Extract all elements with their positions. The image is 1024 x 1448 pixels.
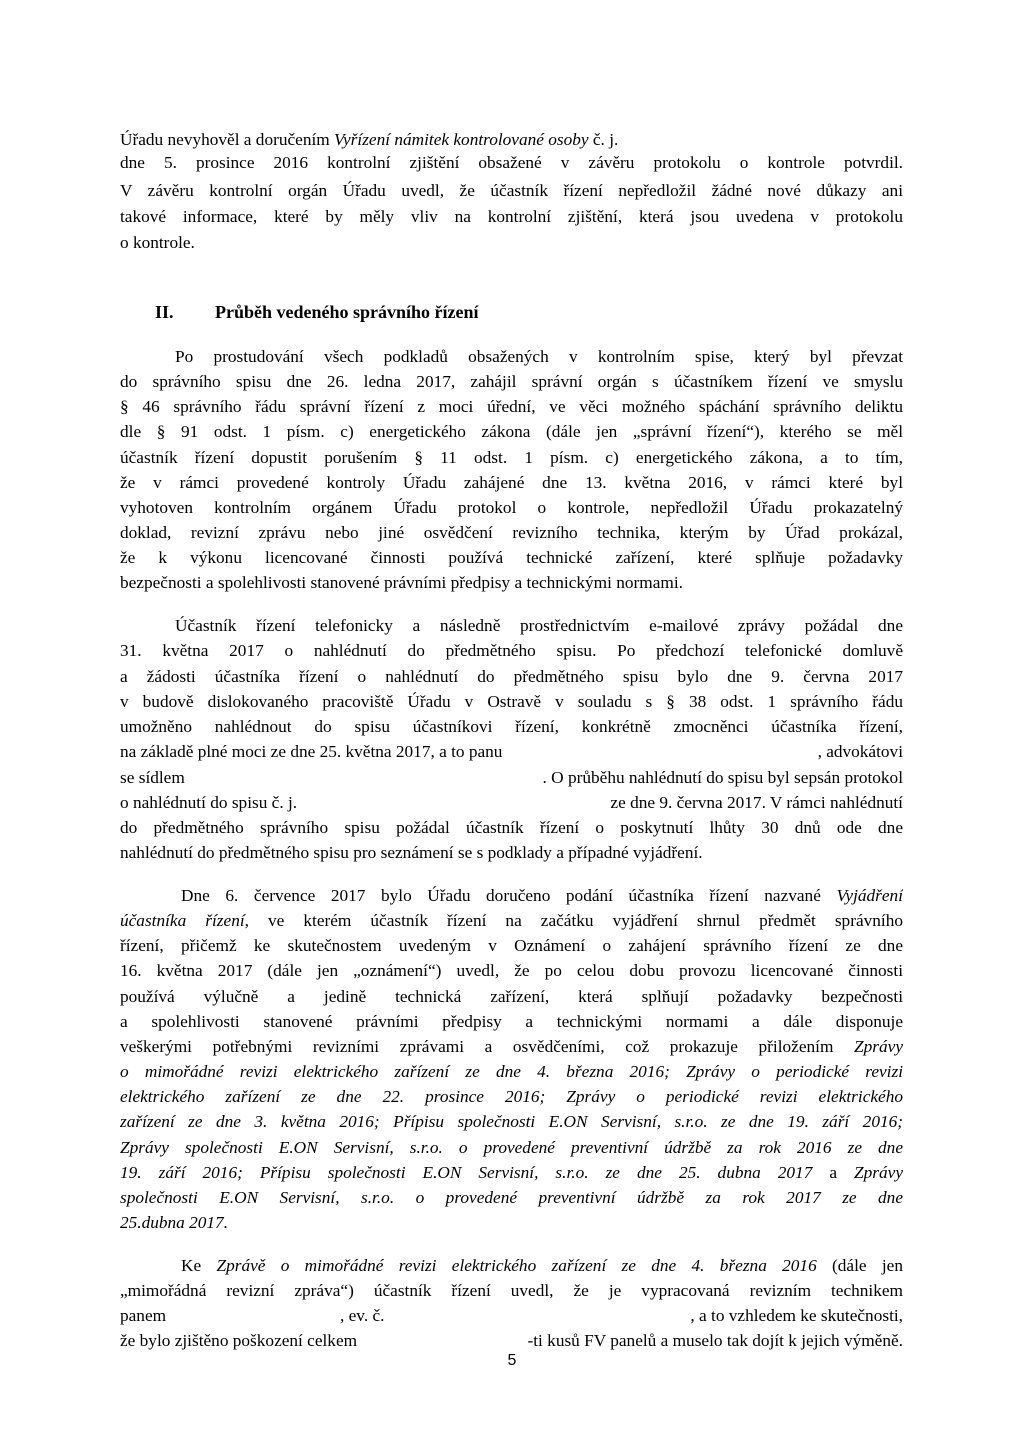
text-span: že bylo zjištěno poškození celkem (120, 1331, 358, 1350)
section-number: II. (155, 302, 174, 322)
text-span: , ev. č. (340, 1306, 385, 1325)
text-span: (dále jen (816, 1256, 903, 1275)
text-span: se sídlem (120, 768, 185, 787)
text-line: elektrického zařízení ze dne 22. prosince 2016; Zprávy o periodické revizi elektrického (120, 1087, 903, 1106)
text-line: používá výlučně a jedině technická zařízení, která splňují požadavky bezpečnosti (120, 987, 903, 1006)
text-line: o kontrole. (120, 233, 195, 252)
text-span: a (812, 1163, 855, 1182)
text-line: dle § 91 odst. 1 písm. c) energetického zákona (dále jen „správní řízení“), kterého se měl (120, 422, 903, 441)
text-line: 16. května 2017 (dále jen „oznámení“) uvedl, že po celou dobu provozu licencované činnosti (120, 961, 903, 980)
text-line: dne 5. prosince 2016 kontrolní zjištění obsažené v závěru protokolu o kontrole potvrdil. (120, 153, 903, 172)
text-line: řízení, přičemž ke skutečnostem uvedeným v Oznámení o zahájení správního řízení ze dne (120, 936, 903, 955)
text-line: Účastník řízení telefonicky a následně prostřednictvím e-mailové zprávy požádal dne (175, 616, 903, 635)
text-line: do předmětného správního spisu požádal účastník řízení o poskytnutí lhůty 30 dnů ode dne (120, 818, 903, 837)
italic-span: účastníka řízení, (120, 911, 249, 930)
text-span: , a to vzhledem ke skutečnosti, (690, 1306, 903, 1325)
text-span: Dne 6. července 2017 bylo Úřadu doručeno podání účastníka řízení nazvané (181, 886, 837, 905)
text-line (120, 766, 903, 790)
text-line (120, 128, 903, 152)
text-line: takové informace, které by měly vliv na kontrolní zjištění, která jsou uvedena v protokolu (120, 207, 903, 226)
italic-span: Zprávy (854, 1163, 903, 1182)
text-line: Po prostudování všech podkladů obsažených v kontrolním spise, který byl převzat (175, 347, 903, 366)
text-span: . O průběhu nahlédnutí do spisu byl sepsán protokol (542, 768, 903, 787)
text-line: o mimořádné revizi elektrického zařízení ze dne 4. března 2016; Zprávy o periodické revizi (120, 1062, 903, 1081)
text-line: zařízení ze dne 3. května 2016; Přípisu společnosti E.ON Servisní, s.r.o. ze dne 19. září 2016; (120, 1112, 903, 1131)
text-span: na základě plné moci ze dne 25. května 2017, a to panu (120, 742, 503, 761)
italic-span: Zprávě o mimořádné revizi elektrického zařízení ze dne 4. března 2016 (216, 1256, 817, 1275)
text-line (120, 909, 903, 933)
text-line (120, 1035, 903, 1059)
text-line: účastník řízení dopustit porušením § 11 odst. 1 písm. c) energetického zákona, a to tím, (120, 448, 903, 467)
text-line: společnosti E.ON Servisní, s.r.o. o provedené preventivní údržbě za rok 2017 ze dne (120, 1188, 903, 1207)
text-span: ze dne 9. června 2017. V rámci nahlédnutí (610, 793, 903, 812)
italic-span: Vyjádření (836, 886, 903, 905)
text-line: § 46 správního řádu správní řízení z moci úřední, ve věci možného spáchání správního deliktu (120, 397, 903, 416)
text-span: veškerými potřebnými revizními zprávami a osvědčeními, což prokazuje přiložením (120, 1037, 855, 1056)
text-span: o nahlédnutí do spisu č. j. (120, 793, 298, 812)
text-line: „mimořádná revizní zpráva“) účastník řízení uvedl, že je vypracovaná revizním technikem (120, 1281, 903, 1300)
italic-span: Zprávy (854, 1037, 903, 1056)
text-line: 31. května 2017 o nahlédnutí do předmětného spisu. Po předchozí telefonické domluvě (120, 641, 903, 660)
text-line (120, 791, 903, 815)
document-title-italic: Vyřízení námitek kontrolované osoby (334, 130, 589, 149)
section-title: Průběh vedeného správního řízení (215, 302, 479, 322)
text-span: ve kterém účastník řízení na začátku vyjádření shrnul předmět správního (248, 911, 903, 930)
text-line (120, 1329, 903, 1353)
text-span: panem (120, 1306, 167, 1325)
page-number: 5 (507, 1352, 517, 1369)
text-line (181, 1254, 903, 1278)
text-line: umožněno nahlédnout do spisu účastníkovi řízení, konkrétně zmocněnci účastníka řízení, (120, 717, 903, 736)
text-line: nahlédnutí do předmětného spisu pro seznámení se s podklady a případné vyjádření. (120, 843, 703, 862)
text-line: bezpečnosti a spolehlivosti stanovené právními předpisy a technickými normami. (120, 573, 683, 592)
text-line: Zprávy společnosti E.ON Servisní, s.r.o. o provedené preventivní údržbě za rok 2016 ze dne (120, 1138, 903, 1157)
text-span: Ke (181, 1256, 217, 1275)
text-line: v budově dislokovaného pracoviště Úřadu v Ostravě v souladu s § 38 odst. 1 správního řádu (120, 692, 903, 711)
text-line (181, 884, 903, 908)
text-line (120, 1161, 903, 1185)
text-line: 25.dubna 2017. (120, 1213, 229, 1232)
text-line (120, 740, 903, 764)
text-line: a žádosti účastníka řízení o nahlédnutí do předmětného spisu bylo dne 9. června 2017 (120, 667, 903, 686)
text-span: -ti kusů FV panelů a muselo tak dojít k jejich výměně. (527, 1331, 903, 1350)
text-line: a spolehlivosti stanovené právními předpisy a technickými normami a dále disponuje (120, 1012, 903, 1031)
text-span: č. j. (588, 130, 619, 149)
text-line: že v rámci provedené kontroly Úřadu zahájené dne 13. května 2016, v rámci které byl (120, 473, 903, 492)
text-line: V závěru kontrolní orgán Úřadu uvedl, že účastník řízení nepředložil žádné nové důkazy ani (120, 181, 903, 200)
text-line: do správního spisu dne 26. ledna 2017, zahájil správní orgán s účastníkem řízení ve smyslu (120, 372, 903, 391)
text-span: Úřadu nevyhověl a doručením (120, 130, 335, 149)
text-span: , advokátovi (817, 742, 903, 761)
text-line: vyhotoven kontrolním orgánem Úřadu protokol o kontrole, nepředložil Úřadu prokazatelný (120, 498, 903, 517)
italic-span: 19. září 2016; Přípisu společnosti E.ON Servisní, s.r.o. ze dne 25. dubna 2017 (120, 1163, 813, 1182)
text-line (120, 1304, 903, 1328)
text-line: že k výkonu licencované činnosti používá technické zařízení, které splňuje požadavky (120, 548, 903, 567)
text-line: doklad, revizní zprávu nebo jiné osvědčení revizního technika, kterým by Úřad prokázal, (120, 523, 903, 542)
